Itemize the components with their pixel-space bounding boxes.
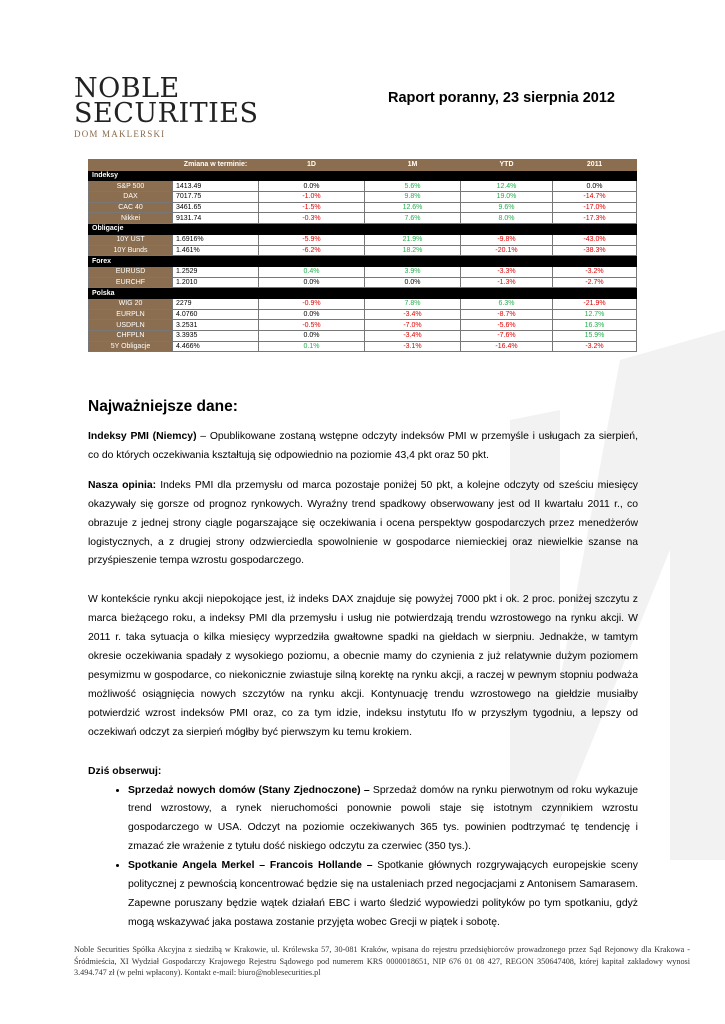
- table-section-row: [89, 288, 637, 299]
- list-item: [128, 857, 638, 933]
- change-2011-cell: 16.3%: [553, 320, 637, 331]
- section-title-cell: Polska: [89, 288, 637, 299]
- instrument-name-cell: Nikkei: [89, 213, 173, 224]
- list-item: [128, 782, 638, 858]
- change-1m-cell: -3.4%: [365, 331, 461, 342]
- change-2011-cell: -21.9%: [553, 298, 637, 309]
- paragraph-text: Indeks PMI dla przemysłu od marca pozostaje poniżej 50 pkt, a kolejne odczyty od sześciu miesięcy okazywały się gorsze od prognoz rynkowych. Wyraźny trend spadkowy obserwowany jest od II kwartału 2011 r., co obrazuje z jednej strony ciągle pogarszające się oczekiwania i ocena perspektyw gospodarczych przez menedżerów logistycznych, a z drugiej strony odzwierciedla spowolnienie w gospodarce niemieckiej oraz niewielkie szanse na przyśpieszenie tempa wzrostu gospodarczego.: [88, 479, 638, 567]
- table-row: [89, 192, 637, 203]
- instrument-value-cell: 1.461%: [173, 245, 259, 256]
- header-blank-cell: [89, 160, 173, 171]
- header-cell: 2011: [553, 160, 637, 171]
- section-title-cell: Obligacje: [89, 224, 637, 235]
- table-row: [89, 213, 637, 224]
- change-1m-cell: 21.9%: [365, 234, 461, 245]
- change-2011-cell: 0.0%: [553, 181, 637, 192]
- list-item-lead: Spotkanie Angela Merkel – Francois Hollande –: [128, 860, 373, 872]
- change-1m-cell: 12.6%: [365, 202, 461, 213]
- instrument-value-cell: 3461.65: [173, 202, 259, 213]
- paragraph-opinion: [88, 477, 638, 572]
- change-1d-cell: -1.0%: [259, 192, 365, 203]
- change-ytd-cell: 9.6%: [461, 202, 553, 213]
- change-ytd-cell: 19.0%: [461, 192, 553, 203]
- change-ytd-cell: -8.7%: [461, 309, 553, 320]
- instrument-name-cell: DAX: [89, 192, 173, 203]
- paragraph-lead: Indeksy PMI (Niemcy): [88, 431, 197, 442]
- instrument-value-cell: 3.3935: [173, 331, 259, 342]
- change-1m-cell: 0.0%: [365, 277, 461, 288]
- instrument-value-cell: 1413.49: [173, 181, 259, 192]
- change-ytd-cell: -7.6%: [461, 331, 553, 342]
- instrument-value-cell: 4.466%: [173, 341, 259, 352]
- change-ytd-cell: -16.4%: [461, 341, 553, 352]
- change-1d-cell: 0.1%: [259, 341, 365, 352]
- instrument-name-cell: USDPLN: [89, 320, 173, 331]
- footer-legal: Noble Securities Spółka Akcyjna z siedzibą w Krakowie, ul. Królewska 57, 30-081 Kraków, wpisana do rejestru przedsiębiorców prowadzonego przez Sąd Rejonowy dla Krakowa - Śródmieścia, XI Wydział Gospodarczy Krajowego Rejestru Sądowego pod numerem KRS 0000018651, NIP 676 01 08 427, REGON 350647408, której kapitał zakładowy wynosi 3.494.747 zł (w pełni wpłacony). Kontakt e-mail: biuro@noblesecurities.pl: [74, 945, 690, 977]
- change-1d-cell: -0.5%: [259, 320, 365, 331]
- instrument-value-cell: 7017.75: [173, 192, 259, 203]
- table-row: [89, 234, 637, 245]
- change-ytd-cell: -9.8%: [461, 234, 553, 245]
- instrument-value-cell: 4.0760: [173, 309, 259, 320]
- instrument-name-cell: EURUSD: [89, 266, 173, 277]
- change-1m-cell: 3.9%: [365, 266, 461, 277]
- change-1m-cell: 9.8%: [365, 192, 461, 203]
- instrument-name-cell: WIG 20: [89, 298, 173, 309]
- paragraph-pmi: [88, 428, 638, 466]
- paragraph-dax-context: W kontekście rynku akcji niepokojące jest, iż indeks DAX znajduje się powyżej 7000 pkt i ok. 2 proc. poniżej szczytu z marca bieżącego roku, a indeksy PMI dla przemysłu i usług nie potwierdzają trendu wzrostowego na rynku akcji. W 2011 r. taka sytuacja o kilka miesięcy wyprzedziła gwałtowne spadki na giełdach w sierpniu. Jednakże, w tamtym okresie oczekiwania spadały z wysokiego poziomu, a obecnie mamy do czynienia z już relatywnie dużym poziomem pesymizmu w gospodarce, co niekonicznie zwiastuje silną korektę na rynku akcji, a raczej w pewnym stopniu podważa możliwość osiągnięcia nowych szczytów na rynku akcji. Kontynuację trendu wzrostowego na giełdzie musiałby potwierdzić wzrost indeksów PMI oraz, co za tym idzie, indeksu instytutu Ifo w przyszłym tygodniu, a lepszy od oczekiwań odczyt za sierpień mógłby być pierwszym ku temu krokiem.: [88, 594, 638, 738]
- instrument-name-cell: EURPLN: [89, 309, 173, 320]
- change-1m-cell: 5.6%: [365, 181, 461, 192]
- change-2011-cell: -3.2%: [553, 266, 637, 277]
- change-1m-cell: 7.6%: [365, 213, 461, 224]
- table-section-row: [89, 224, 637, 235]
- instrument-name-cell: 5Y Obligacje: [89, 341, 173, 352]
- table-row: [89, 298, 637, 309]
- list-item-text: Sprzedaż domów na rynku pierwotnym od roku wykazuje trend wzrostowy, a rynek nieruchomości ponownie powoli staje się istotnym czynnikiem wzrostu gospodarczego w USA. Odczyt na poziomie oczekiwanych 365 tys. powinien podtrzymać tę tendencję i zmazać złe wrażenie z tytułu dość niskiego odczytu za czerwiec (350 tys.).: [128, 784, 638, 853]
- section-heading: Najważniejsze dane:: [88, 398, 238, 415]
- table-row: [89, 245, 637, 256]
- company-logo: [74, 73, 259, 139]
- header-cell: 1M: [365, 160, 461, 171]
- list-item-lead: Sprzedaż nowych domów (Stany Zjednoczone) –: [128, 784, 370, 796]
- observe-heading-text: Dziś obserwuj:: [88, 765, 162, 777]
- table-row: [89, 266, 637, 277]
- change-2011-cell: -3.2%: [553, 341, 637, 352]
- change-2011-cell: 12.7%: [553, 309, 637, 320]
- paragraph-text: – Opublikowane zostaną wstępne odczyty indeksów PMI w przemyśle i usługach za sierpień, co do których oczekiwania kształtują się odpowiednio na poziomie 43,4 pkt oraz 50 pkt.: [88, 431, 638, 461]
- section-title-cell: Forex: [89, 256, 637, 267]
- change-ytd-cell: 12.4%: [461, 181, 553, 192]
- instrument-name-cell: EURCHF: [89, 277, 173, 288]
- logo-line1: NOBLE: [74, 73, 180, 104]
- header-cell: YTD: [461, 160, 553, 171]
- change-1d-cell: 0.4%: [259, 266, 365, 277]
- instrument-name-cell: 10Y Bunds: [89, 245, 173, 256]
- change-ytd-cell: 8.0%: [461, 213, 553, 224]
- section-title-cell: Indeksy: [89, 170, 637, 181]
- paragraph-lead: Nasza opinia:: [88, 479, 157, 491]
- logo-line2: SECURITIES: [74, 98, 259, 129]
- instrument-value-cell: 1.6916%: [173, 234, 259, 245]
- market-table: [88, 159, 637, 352]
- change-ytd-cell: -3.3%: [461, 266, 553, 277]
- change-1d-cell: 0.0%: [259, 309, 365, 320]
- change-ytd-cell: -5.6%: [461, 320, 553, 331]
- table-row: [89, 202, 637, 213]
- change-1d-cell: -5.9%: [259, 234, 365, 245]
- change-1m-cell: 7.8%: [365, 298, 461, 309]
- instrument-value-cell: 1.2529: [173, 266, 259, 277]
- instrument-name-cell: CHFPLN: [89, 331, 173, 342]
- table-row: [89, 320, 637, 331]
- change-1m-cell: -7.0%: [365, 320, 461, 331]
- table-header-row: [89, 160, 637, 171]
- observe-heading: [88, 763, 638, 782]
- change-1m-cell: -3.4%: [365, 309, 461, 320]
- table-row: [89, 181, 637, 192]
- instrument-value-cell: 2279: [173, 298, 259, 309]
- instrument-name-cell: 10Y UST: [89, 234, 173, 245]
- table-row: [89, 331, 637, 342]
- instrument-value-cell: 3.2531: [173, 320, 259, 331]
- change-2011-cell: 15.9%: [553, 331, 637, 342]
- change-2011-cell: -38.3%: [553, 245, 637, 256]
- list-item-text: Spotkanie głównych rozgrywających europejskie sceny politycznej z pewnością koncentrować będzie się na ustaleniach przed negocjacjami z Antonisem Samarasem. Zapewne poruszany będzie wątek działań EBC i warto śledzić wypowiedzi polityków po tym spotkaniu, gdyż mogą wskazywać jaka postawa zostanie przyjęta wobec Grecji w piątek i sobotę.: [128, 860, 638, 928]
- main-content: [88, 396, 638, 933]
- instrument-value-cell: 1.2010: [173, 277, 259, 288]
- table-section-row: [89, 170, 637, 181]
- change-1d-cell: -0.3%: [259, 213, 365, 224]
- change-ytd-cell: -1.3%: [461, 277, 553, 288]
- change-1d-cell: -1.5%: [259, 202, 365, 213]
- change-2011-cell: -17.0%: [553, 202, 637, 213]
- instrument-name-cell: S&P 500: [89, 181, 173, 192]
- change-2011-cell: -43.0%: [553, 234, 637, 245]
- header-cell: Zmiana w terminie:: [173, 160, 259, 171]
- header-cell: 1D: [259, 160, 365, 171]
- table-row: [89, 309, 637, 320]
- instrument-name-cell: CAC 40: [89, 202, 173, 213]
- report-title: Raport poranny, 23 sierpnia 2012: [388, 90, 615, 106]
- table-row: [89, 341, 637, 352]
- change-1d-cell: 0.0%: [259, 331, 365, 342]
- instrument-value-cell: 9131.74: [173, 213, 259, 224]
- change-1m-cell: 18.2%: [365, 245, 461, 256]
- observe-list: [88, 782, 638, 933]
- table-section-row: [89, 256, 637, 267]
- change-1m-cell: -3.1%: [365, 341, 461, 352]
- logo-line3: DOM MAKLERSKI: [74, 129, 166, 139]
- change-ytd-cell: -20.1%: [461, 245, 553, 256]
- table-row: [89, 277, 637, 288]
- change-1d-cell: 0.0%: [259, 277, 365, 288]
- change-2011-cell: -17.3%: [553, 213, 637, 224]
- change-1d-cell: 0.0%: [259, 181, 365, 192]
- change-2011-cell: -2.7%: [553, 277, 637, 288]
- change-ytd-cell: 6.3%: [461, 298, 553, 309]
- change-1d-cell: -0.9%: [259, 298, 365, 309]
- change-1d-cell: -6.2%: [259, 245, 365, 256]
- change-2011-cell: -14.7%: [553, 192, 637, 203]
